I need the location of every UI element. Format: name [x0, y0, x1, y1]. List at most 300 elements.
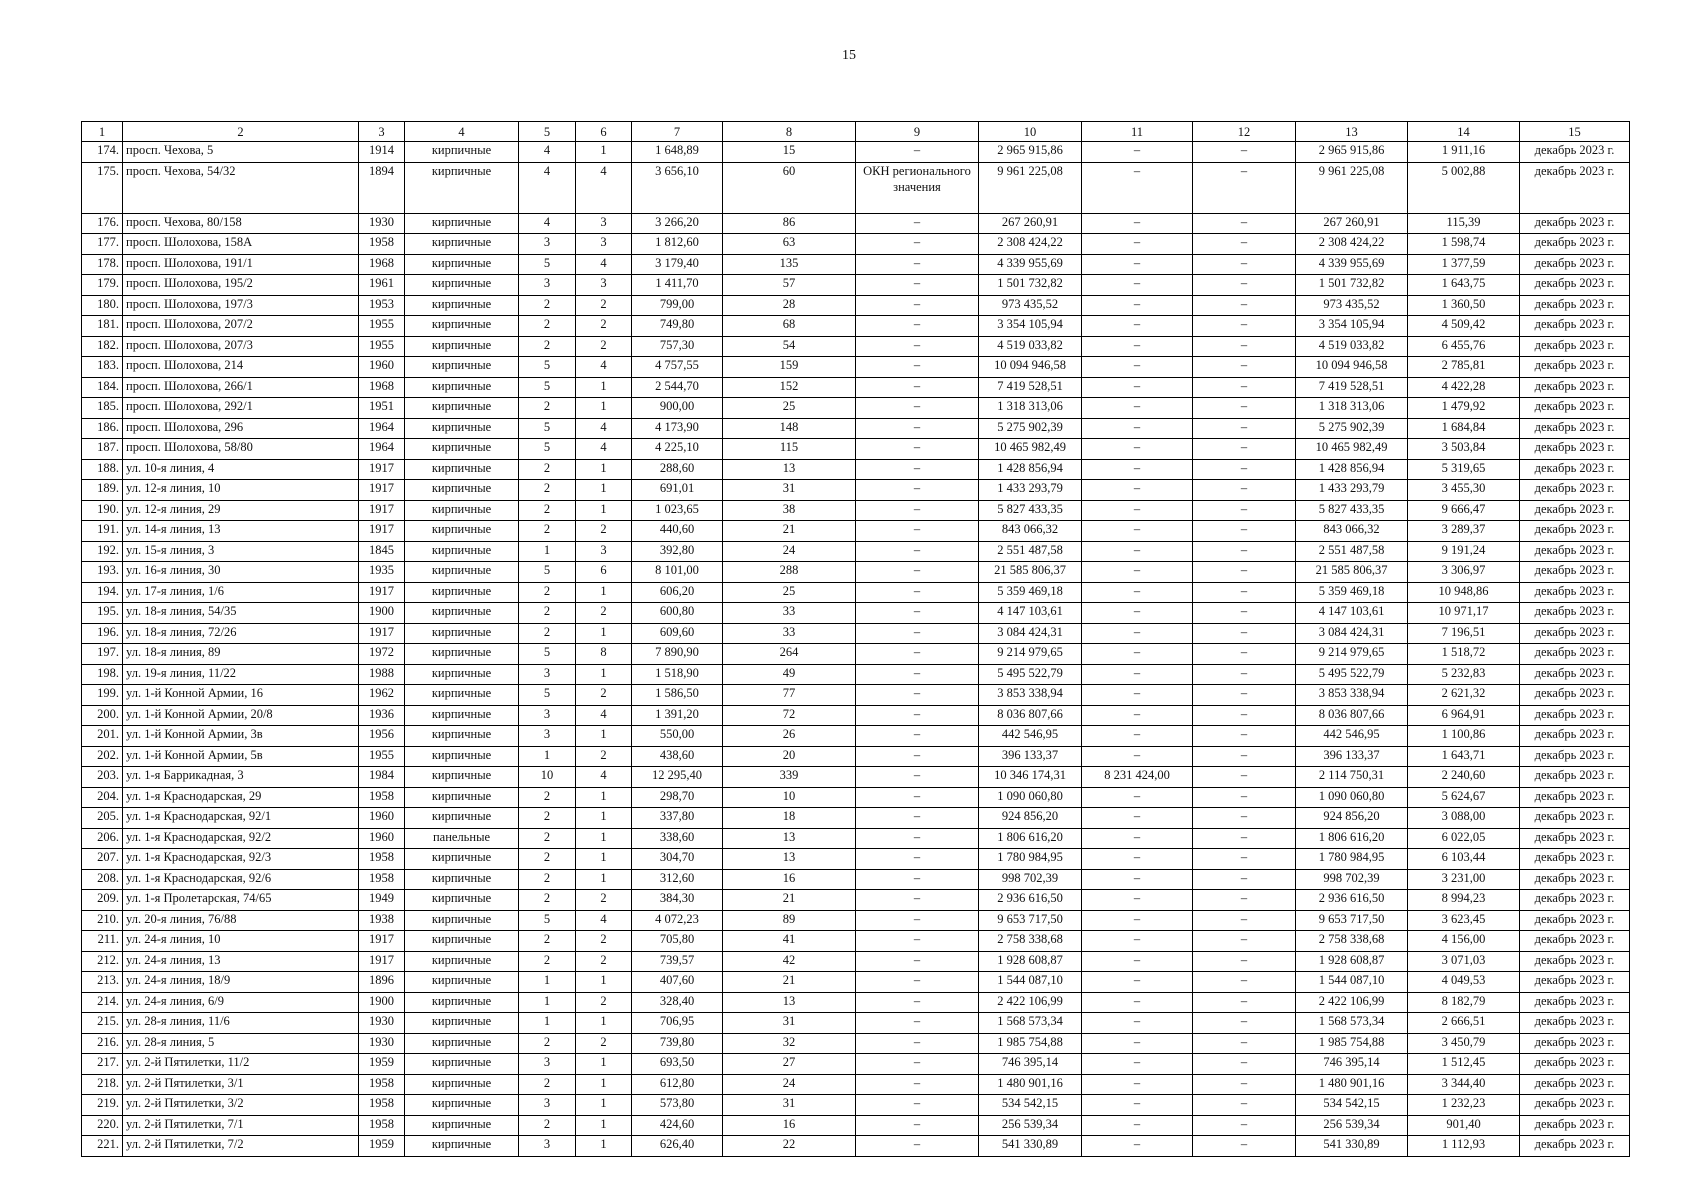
cell-col-15: декабрь 2023 г.: [1520, 767, 1630, 788]
cell-col-1: 183.: [82, 357, 123, 378]
cell-col-2: ул. 1-я Краснодарская, 92/2: [123, 828, 359, 849]
cell-col-11: –: [1082, 746, 1193, 767]
cell-col-1: 206.: [82, 828, 123, 849]
cell-col-6: 2: [576, 316, 632, 337]
cell-col-7: 328,40: [632, 992, 723, 1013]
cell-col-7: 337,80: [632, 808, 723, 829]
cell-col-6: 4: [576, 767, 632, 788]
cell-col-14: 6 022,05: [1408, 828, 1520, 849]
cell-col-2: просп. Шолохова, 191/1: [123, 254, 359, 275]
cell-col-13: 4 339 955,69: [1296, 254, 1408, 275]
cell-col-13: 5 495 522,79: [1296, 664, 1408, 685]
cell-col-4: кирпичные: [405, 1054, 519, 1075]
cell-col-10: 4 147 103,61: [979, 603, 1082, 624]
cell-col-9: –: [856, 726, 979, 747]
cell-col-6: 2: [576, 295, 632, 316]
cell-col-1: 189.: [82, 480, 123, 501]
cell-col-15: декабрь 2023 г.: [1520, 972, 1630, 993]
cell-col-2: просп. Шолохова, 266/1: [123, 377, 359, 398]
cell-col-7: 573,80: [632, 1095, 723, 1116]
cell-col-13: 8 036 807,66: [1296, 705, 1408, 726]
cell-col-6: 1: [576, 726, 632, 747]
cell-col-10: 534 542,15: [979, 1095, 1082, 1116]
cell-col-9: –: [856, 295, 979, 316]
cell-col-1: 215.: [82, 1013, 123, 1034]
cell-col-13: 1 928 608,87: [1296, 951, 1408, 972]
cell-col-8: 27: [723, 1054, 856, 1075]
cell-col-14: 5 002,88: [1408, 162, 1520, 213]
cell-col-8: 63: [723, 234, 856, 255]
cell-col-7: 706,95: [632, 1013, 723, 1034]
cell-col-5: 2: [519, 890, 576, 911]
cell-col-3: 1900: [359, 603, 405, 624]
cell-col-11: –: [1082, 869, 1193, 890]
table-row: [82, 951, 1630, 972]
cell-col-6: 2: [576, 746, 632, 767]
cell-col-10: 1 090 060,80: [979, 787, 1082, 808]
cell-col-9: ОКН регионального значения: [856, 162, 979, 213]
cell-col-5: 4: [519, 162, 576, 213]
cell-col-7: 384,30: [632, 890, 723, 911]
cell-col-10: 9 961 225,08: [979, 162, 1082, 213]
cell-col-3: 1958: [359, 1074, 405, 1095]
cell-col-12: –: [1193, 1074, 1296, 1095]
cell-col-6: 2: [576, 931, 632, 952]
cell-col-5: 5: [519, 562, 576, 583]
cell-col-14: 9 666,47: [1408, 500, 1520, 521]
cell-col-13: 746 395,14: [1296, 1054, 1408, 1075]
cell-col-4: кирпичные: [405, 1136, 519, 1157]
cell-col-13: 998 702,39: [1296, 869, 1408, 890]
cell-col-12: –: [1193, 1013, 1296, 1034]
cell-col-8: 16: [723, 1115, 856, 1136]
cell-col-7: 799,00: [632, 295, 723, 316]
cell-col-4: кирпичные: [405, 910, 519, 931]
cell-col-14: 2 240,60: [1408, 767, 1520, 788]
cell-col-15: декабрь 2023 г.: [1520, 869, 1630, 890]
cell-col-2: ул. 12-я линия, 10: [123, 480, 359, 501]
column-header-3: 3: [359, 122, 405, 142]
cell-col-12: –: [1193, 357, 1296, 378]
cell-col-7: 438,60: [632, 746, 723, 767]
cell-col-12: –: [1193, 562, 1296, 583]
cell-col-11: –: [1082, 480, 1193, 501]
cell-col-15: декабрь 2023 г.: [1520, 746, 1630, 767]
cell-col-7: 4 173,90: [632, 418, 723, 439]
cell-col-8: 148: [723, 418, 856, 439]
cell-col-10: 10 346 174,31: [979, 767, 1082, 788]
cell-col-2: ул. 24-я линия, 6/9: [123, 992, 359, 1013]
cell-col-11: –: [1082, 1013, 1193, 1034]
table-row: [82, 726, 1630, 747]
cell-col-1: 198.: [82, 664, 123, 685]
cell-col-10: 1 318 313,06: [979, 398, 1082, 419]
cell-col-1: 175.: [82, 162, 123, 213]
cell-col-11: –: [1082, 459, 1193, 480]
cell-col-15: декабрь 2023 г.: [1520, 582, 1630, 603]
cell-col-4: кирпичные: [405, 1013, 519, 1034]
cell-col-1: 186.: [82, 418, 123, 439]
cell-col-13: 5 359 469,18: [1296, 582, 1408, 603]
cell-col-7: 424,60: [632, 1115, 723, 1136]
cell-col-10: 1 501 732,82: [979, 275, 1082, 296]
column-header-13: 13: [1296, 122, 1408, 142]
cell-col-12: –: [1193, 603, 1296, 624]
column-header-15: 15: [1520, 122, 1630, 142]
column-header-10: 10: [979, 122, 1082, 142]
cell-col-2: просп. Шолохова, 158А: [123, 234, 359, 255]
cell-col-4: кирпичные: [405, 418, 519, 439]
cell-col-2: просп. Чехова, 5: [123, 142, 359, 163]
cell-col-6: 1: [576, 459, 632, 480]
cell-col-12: –: [1193, 142, 1296, 163]
cell-col-5: 2: [519, 931, 576, 952]
cell-col-12: –: [1193, 767, 1296, 788]
cell-col-1: 200.: [82, 705, 123, 726]
cell-col-9: –: [856, 705, 979, 726]
cell-col-3: 1930: [359, 213, 405, 234]
cell-col-11: –: [1082, 664, 1193, 685]
cell-col-14: 1 911,16: [1408, 142, 1520, 163]
cell-col-11: –: [1082, 951, 1193, 972]
cell-col-2: ул. 1-я Краснодарская, 92/1: [123, 808, 359, 829]
cell-col-2: просп. Шолохова, 197/3: [123, 295, 359, 316]
cell-col-9: –: [856, 1054, 979, 1075]
cell-col-15: декабрь 2023 г.: [1520, 705, 1630, 726]
cell-col-11: –: [1082, 808, 1193, 829]
cell-col-2: ул. 1-й Конной Армии, 16: [123, 685, 359, 706]
cell-col-2: просп. Шолохова, 195/2: [123, 275, 359, 296]
cell-col-1: 218.: [82, 1074, 123, 1095]
cell-col-10: 924 856,20: [979, 808, 1082, 829]
cell-col-12: –: [1193, 541, 1296, 562]
cell-col-2: просп. Шолохова, 58/80: [123, 439, 359, 460]
cell-col-11: 8 231 424,00: [1082, 767, 1193, 788]
cell-col-7: 600,80: [632, 603, 723, 624]
cell-col-14: 5 319,65: [1408, 459, 1520, 480]
cell-col-8: 13: [723, 828, 856, 849]
cell-col-9: –: [856, 1095, 979, 1116]
cell-col-1: 184.: [82, 377, 123, 398]
cell-col-9: –: [856, 869, 979, 890]
table-row: [82, 890, 1630, 911]
cell-col-12: –: [1193, 521, 1296, 542]
cell-col-14: 1 112,93: [1408, 1136, 1520, 1157]
table-row: [82, 664, 1630, 685]
cell-col-6: 1: [576, 664, 632, 685]
cell-col-4: кирпичные: [405, 603, 519, 624]
cell-col-8: 28: [723, 295, 856, 316]
cell-col-14: 2 666,51: [1408, 1013, 1520, 1034]
cell-col-6: 2: [576, 603, 632, 624]
cell-col-10: 1 928 608,87: [979, 951, 1082, 972]
cell-col-1: 187.: [82, 439, 123, 460]
cell-col-13: 843 066,32: [1296, 521, 1408, 542]
cell-col-5: 2: [519, 316, 576, 337]
cell-col-4: кирпичные: [405, 162, 519, 213]
cell-col-6: 2: [576, 685, 632, 706]
cell-col-8: 13: [723, 459, 856, 480]
cell-col-6: 1: [576, 582, 632, 603]
cell-col-11: –: [1082, 562, 1193, 583]
cell-col-5: 2: [519, 951, 576, 972]
cell-col-1: 210.: [82, 910, 123, 931]
table-row: [82, 142, 1630, 163]
cell-col-7: 1 391,20: [632, 705, 723, 726]
table-row: [82, 295, 1630, 316]
cell-col-6: 2: [576, 1033, 632, 1054]
cell-col-8: 159: [723, 357, 856, 378]
cell-col-7: 1 586,50: [632, 685, 723, 706]
cell-col-12: –: [1193, 890, 1296, 911]
cell-col-9: –: [856, 1136, 979, 1157]
cell-col-13: 1 780 984,95: [1296, 849, 1408, 870]
cell-col-1: 194.: [82, 582, 123, 603]
cell-col-7: 705,80: [632, 931, 723, 952]
cell-col-12: –: [1193, 787, 1296, 808]
cell-col-12: –: [1193, 644, 1296, 665]
cell-col-11: –: [1082, 541, 1193, 562]
cell-col-14: 7 196,51: [1408, 623, 1520, 644]
cell-col-2: ул. 28-я линия, 11/6: [123, 1013, 359, 1034]
cell-col-2: ул. 1-я Пролетарская, 74/65: [123, 890, 359, 911]
cell-col-4: кирпичные: [405, 480, 519, 501]
cell-col-1: 217.: [82, 1054, 123, 1075]
cell-col-6: 2: [576, 951, 632, 972]
cell-col-2: просп. Шолохова, 296: [123, 418, 359, 439]
cell-col-8: 32: [723, 1033, 856, 1054]
cell-col-5: 2: [519, 828, 576, 849]
cell-col-11: –: [1082, 972, 1193, 993]
cell-col-6: 6: [576, 562, 632, 583]
cell-col-12: –: [1193, 582, 1296, 603]
table-row: [82, 377, 1630, 398]
cell-col-11: –: [1082, 1115, 1193, 1136]
table-row: [82, 828, 1630, 849]
cell-col-10: 1 433 293,79: [979, 480, 1082, 501]
cell-col-12: –: [1193, 162, 1296, 213]
cell-col-14: 1 377,59: [1408, 254, 1520, 275]
cell-col-4: кирпичные: [405, 849, 519, 870]
cell-col-13: 541 330,89: [1296, 1136, 1408, 1157]
cell-col-9: –: [856, 439, 979, 460]
cell-col-3: 1896: [359, 972, 405, 993]
cell-col-7: 739,57: [632, 951, 723, 972]
cell-col-4: кирпичные: [405, 142, 519, 163]
cell-col-6: 1: [576, 398, 632, 419]
table-row: [82, 541, 1630, 562]
cell-col-2: ул. 2-й Пятилетки, 7/1: [123, 1115, 359, 1136]
cell-col-6: 8: [576, 644, 632, 665]
cell-col-9: –: [856, 398, 979, 419]
cell-col-10: 998 702,39: [979, 869, 1082, 890]
cell-col-1: 199.: [82, 685, 123, 706]
cell-col-6: 1: [576, 1054, 632, 1075]
cell-col-1: 220.: [82, 1115, 123, 1136]
cell-col-8: 24: [723, 1074, 856, 1095]
cell-col-2: ул. 14-я линия, 13: [123, 521, 359, 542]
cell-col-15: декабрь 2023 г.: [1520, 992, 1630, 1013]
cell-col-5: 2: [519, 1033, 576, 1054]
cell-col-15: декабрь 2023 г.: [1520, 644, 1630, 665]
cell-col-11: –: [1082, 890, 1193, 911]
cell-col-8: 152: [723, 377, 856, 398]
cell-col-13: 2 965 915,86: [1296, 142, 1408, 163]
cell-col-2: ул. 2-й Пятилетки, 3/1: [123, 1074, 359, 1095]
cell-col-14: 115,39: [1408, 213, 1520, 234]
cell-col-4: кирпичные: [405, 951, 519, 972]
cell-col-7: 1 518,90: [632, 664, 723, 685]
cell-col-11: –: [1082, 623, 1193, 644]
cell-col-10: 9 214 979,65: [979, 644, 1082, 665]
cell-col-13: 5 827 433,35: [1296, 500, 1408, 521]
cell-col-6: 4: [576, 418, 632, 439]
cell-col-10: 1 780 984,95: [979, 849, 1082, 870]
cell-col-3: 1960: [359, 357, 405, 378]
cell-col-11: –: [1082, 644, 1193, 665]
cell-col-11: –: [1082, 142, 1193, 163]
cell-col-12: –: [1193, 295, 1296, 316]
cell-col-3: 1958: [359, 787, 405, 808]
cell-col-5: 2: [519, 849, 576, 870]
cell-col-6: 1: [576, 480, 632, 501]
cell-col-5: 3: [519, 1136, 576, 1157]
cell-col-8: 68: [723, 316, 856, 337]
cell-col-8: 31: [723, 480, 856, 501]
cell-col-1: 213.: [82, 972, 123, 993]
cell-col-3: 1958: [359, 1115, 405, 1136]
cell-col-11: –: [1082, 1095, 1193, 1116]
table-row: [82, 254, 1630, 275]
cell-col-3: 1914: [359, 142, 405, 163]
cell-col-13: 1 428 856,94: [1296, 459, 1408, 480]
table-row: [82, 1115, 1630, 1136]
table-row: [82, 357, 1630, 378]
cell-col-6: 1: [576, 1115, 632, 1136]
cell-col-6: 1: [576, 1136, 632, 1157]
table-row: [82, 849, 1630, 870]
cell-col-13: 2 114 750,31: [1296, 767, 1408, 788]
cell-col-13: 1 985 754,88: [1296, 1033, 1408, 1054]
cell-col-13: 9 214 979,65: [1296, 644, 1408, 665]
cell-col-8: 25: [723, 398, 856, 419]
cell-col-1: 193.: [82, 562, 123, 583]
cell-col-4: кирпичные: [405, 377, 519, 398]
cell-col-12: –: [1193, 336, 1296, 357]
cell-col-13: 1 433 293,79: [1296, 480, 1408, 501]
cell-col-14: 3 071,03: [1408, 951, 1520, 972]
cell-col-15: декабрь 2023 г.: [1520, 254, 1630, 275]
cell-col-14: 8 994,23: [1408, 890, 1520, 911]
cell-col-3: 1955: [359, 316, 405, 337]
cell-col-12: –: [1193, 972, 1296, 993]
cell-col-11: –: [1082, 234, 1193, 255]
cell-col-13: 4 519 033,82: [1296, 336, 1408, 357]
cell-col-13: 10 094 946,58: [1296, 357, 1408, 378]
cell-col-1: 182.: [82, 336, 123, 357]
cell-col-13: 1 806 616,20: [1296, 828, 1408, 849]
cell-col-14: 1 512,45: [1408, 1054, 1520, 1075]
cell-col-4: кирпичные: [405, 746, 519, 767]
cell-col-14: 3 503,84: [1408, 439, 1520, 460]
cell-col-2: ул. 18-я линия, 72/26: [123, 623, 359, 644]
cell-col-14: 1 684,84: [1408, 418, 1520, 439]
cell-col-3: 1984: [359, 767, 405, 788]
cell-col-7: 4 225,10: [632, 439, 723, 460]
cell-col-8: 135: [723, 254, 856, 275]
header-row: [82, 122, 1630, 142]
cell-col-2: ул. 2-й Пятилетки, 3/2: [123, 1095, 359, 1116]
column-header-2: 2: [123, 122, 359, 142]
cell-col-12: –: [1193, 910, 1296, 931]
cell-col-15: декабрь 2023 г.: [1520, 295, 1630, 316]
cell-col-11: –: [1082, 275, 1193, 296]
cell-col-12: –: [1193, 275, 1296, 296]
cell-col-1: 212.: [82, 951, 123, 972]
cell-col-5: 2: [519, 787, 576, 808]
cell-col-2: ул. 1-я Краснодарская, 92/6: [123, 869, 359, 890]
cell-col-15: декабрь 2023 г.: [1520, 1136, 1630, 1157]
cell-col-13: 1 544 087,10: [1296, 972, 1408, 993]
cell-col-8: 41: [723, 931, 856, 952]
cell-col-14: 5 624,67: [1408, 787, 1520, 808]
cell-col-2: ул. 1-й Конной Армии, 5в: [123, 746, 359, 767]
cell-col-7: 3 656,10: [632, 162, 723, 213]
cell-col-1: 208.: [82, 869, 123, 890]
cell-col-9: –: [856, 480, 979, 501]
cell-col-10: 3 853 338,94: [979, 685, 1082, 706]
cell-col-7: 1 411,70: [632, 275, 723, 296]
cell-col-12: –: [1193, 1115, 1296, 1136]
cell-col-5: 2: [519, 1074, 576, 1095]
cell-col-10: 5 275 902,39: [979, 418, 1082, 439]
cell-col-6: 1: [576, 972, 632, 993]
cell-col-12: –: [1193, 316, 1296, 337]
cell-col-8: 20: [723, 746, 856, 767]
table-row: [82, 1095, 1630, 1116]
cell-col-5: 2: [519, 480, 576, 501]
cell-col-10: 1 568 573,34: [979, 1013, 1082, 1034]
cell-col-11: –: [1082, 705, 1193, 726]
cell-col-14: 6 103,44: [1408, 849, 1520, 870]
cell-col-8: 15: [723, 142, 856, 163]
cell-col-11: –: [1082, 398, 1193, 419]
cell-col-8: 25: [723, 582, 856, 603]
cell-col-11: –: [1082, 910, 1193, 931]
cell-col-12: –: [1193, 705, 1296, 726]
cell-col-4: кирпичные: [405, 357, 519, 378]
cell-col-15: декабрь 2023 г.: [1520, 910, 1630, 931]
cell-col-15: декабрь 2023 г.: [1520, 142, 1630, 163]
cell-col-4: кирпичные: [405, 664, 519, 685]
cell-col-6: 1: [576, 623, 632, 644]
cell-col-5: 5: [519, 254, 576, 275]
cell-col-1: 221.: [82, 1136, 123, 1157]
cell-col-10: 10 465 982,49: [979, 439, 1082, 460]
cell-col-13: 10 465 982,49: [1296, 439, 1408, 460]
table-row: [82, 562, 1630, 583]
cell-col-10: 442 546,95: [979, 726, 1082, 747]
cell-col-14: 1 598,74: [1408, 234, 1520, 255]
cell-col-9: –: [856, 316, 979, 337]
cell-col-8: 49: [723, 664, 856, 685]
cell-col-3: 1968: [359, 254, 405, 275]
cell-col-11: –: [1082, 357, 1193, 378]
cell-col-14: 1 232,23: [1408, 1095, 1520, 1116]
cell-col-8: 89: [723, 910, 856, 931]
cell-col-4: кирпичные: [405, 726, 519, 747]
cell-col-15: декабрь 2023 г.: [1520, 316, 1630, 337]
